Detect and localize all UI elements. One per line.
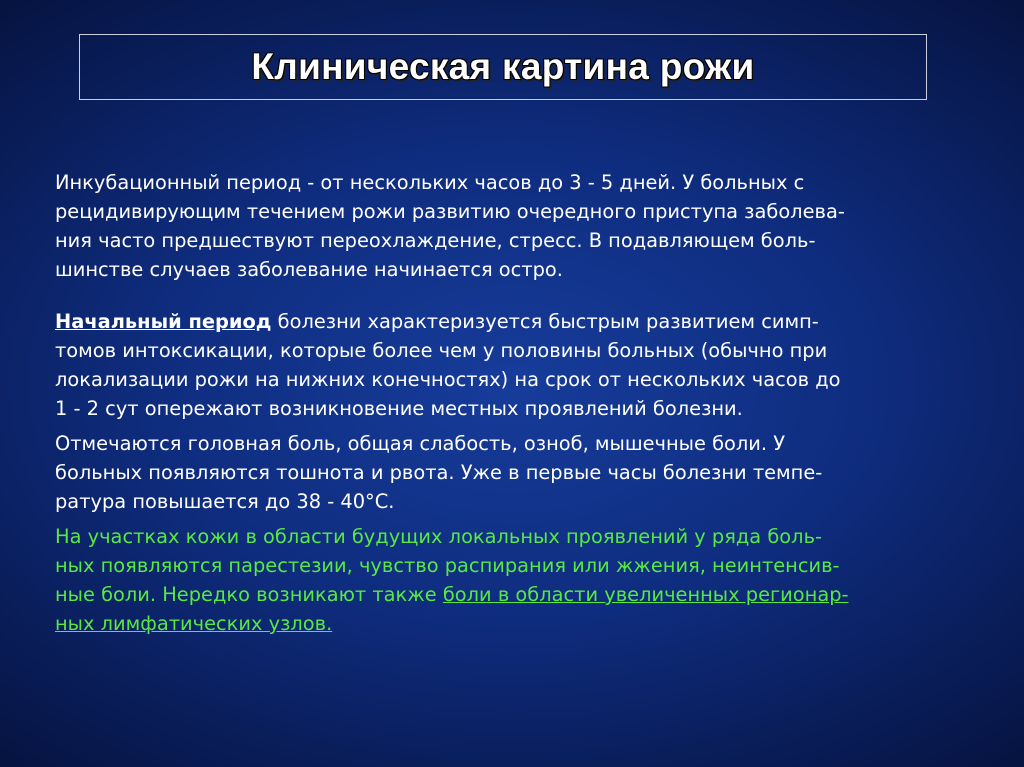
initial-period-highlight: Начальный период: [55, 310, 272, 333]
text-line: локализации рожи на нижних конечностях) на срок от нескольких часов до: [55, 368, 841, 391]
text-line: На участках кожи в области будущих локальных проявлений у ряда боль-: [55, 525, 822, 548]
paragraph-incubation: [55, 168, 980, 284]
text-line: ратура повышается до 38 - 40°С.: [55, 490, 395, 513]
text-fragment: болезни характеризуется быстрым развитием симп-: [271, 310, 819, 333]
lymph-nodes-link-continued[interactable]: ных лимфатических узлов.: [55, 612, 333, 635]
text-line: шинстве случаев заболевание начинается остро.: [55, 258, 563, 281]
text-line: ния часто предшествуют переохлаждение, стресс. В подавляющем боль-: [55, 229, 816, 252]
paragraph-local-signs: [55, 522, 980, 638]
slide-title: Клиническая картина рожи: [251, 46, 755, 87]
paragraph-initial-period: [55, 307, 980, 423]
text-line: [55, 307, 980, 336]
text-line: томов интоксикации, которые более чем у половины больных (обычно при: [55, 339, 828, 362]
text-line: рецидивирующим течением рожи развитию очередного приступа заболева-: [55, 200, 845, 223]
slide-content: [55, 168, 980, 638]
text-line: Инкубационный период - от нескольких часов до 3 - 5 дней. У больных с: [55, 171, 805, 194]
text-line: Отмечаются головная боль, общая слабость, озноб, мышечные боли. У: [55, 432, 786, 455]
lymph-nodes-link[interactable]: боли в области увеличенных регионар-: [442, 583, 849, 606]
paragraph-symptoms: [55, 429, 980, 516]
text-line: больных появляются тошнота и рвота. Уже в первые часы болезни темпе-: [55, 461, 823, 484]
text-line: [55, 580, 980, 609]
text-line: 1 - 2 сут опережают возникновение местных проявлений болезни.: [55, 397, 743, 420]
title-box: [79, 34, 927, 100]
text-fragment: ные боли. Нередко возникают также: [55, 583, 443, 606]
text-line: ных появляются парестезии, чувство распирания или жжения, неинтенсив-: [55, 554, 840, 577]
